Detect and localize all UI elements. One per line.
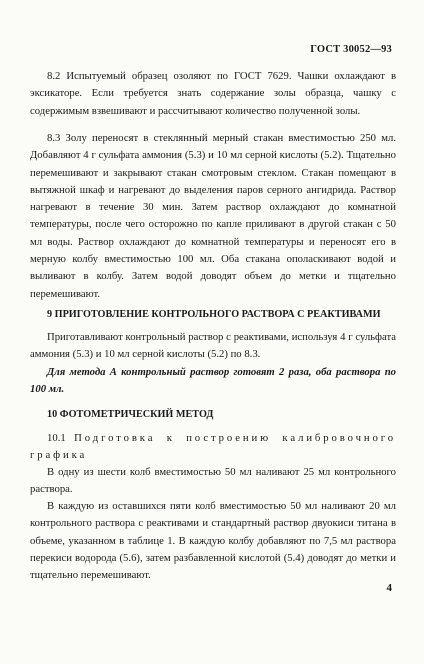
paragraph-8-3: 8.3 Золу переносят в стеклянный мерный стакан вместимостью 250 мл. Добавляют 4 г сульфата аммония (5.3) и 10 мл серной кислоты (5.2). Тщательно перемешивают и закрывают стакан смотровым стеклом. Стакан помещают в вытяжной шкаф и нагревают до выделения паров серного ангидрида. Раствор нагревают в течение 30 мин. Затем раствор охлаждают до комнатной температуры, после чего осторожно по капле приливают в другой стакан с 50 мл воды. Раствор охлаждают до комнатной температуры и переносят его в мерную колбу вместимостью 100 мл. Оба стакана ополаскивают водой и выливают в колбу. Затем водой доводят объем до метки и тщательно перемешивают.: [30, 132, 396, 300]
subsection-title: Подготовка к построению калибровочного графика: [30, 432, 396, 462]
section-9-heading: 9 ПРИГОТОВЛЕНИЕ КОНТРОЛЬНОГО РАСТВОРА С РЕАКТИВАМИ: [47, 309, 381, 320]
paragraph-10-a: В одну из шести колб вместимостью 50 мл наливают 25 мл контрольного раствора.: [30, 466, 396, 496]
paragraph-10-b: В каждую из оставшихся пяти колб вместимостью 50 мл наливают 20 мл контрольного раствора с реактивами и стандартный раствор двуокиси титана в объеме, указанном в таблице 1. В каждую колбу добавляют по 7,5 мл раствора перекиси водорода (5.6), затем разбавленной кислотой (5.4) доводят до метки и тщательно перемешивают.: [30, 500, 396, 582]
paragraph-9-1: Приготавливают контрольный раствор с реактивами, используя 4 г сульфата аммония (5.3) и 10 мл серной кислоты (5.2) по 8.3.: [30, 331, 396, 361]
page-number: 4: [386, 582, 392, 594]
standard-header: ГОСТ 30052—93: [310, 44, 392, 55]
paragraph-8-2: 8.2 Испытуемый образец озоляют по ГОСТ 7629. Чашки охлаждают в эксикаторе. Если требуется знать содержание золы образца, чашку с содержимым взвешивают и рассчитывают количество полученной золы.: [30, 70, 396, 117]
section-10-heading: 10 ФОТОМЕТРИЧЕСКИЙ МЕТОД: [47, 409, 214, 420]
subsection-number: 10.1: [47, 432, 66, 444]
paragraph-9-2-note: Для метода А контрольный раствор готовят 2 раза, оба раствора по 100 мл.: [30, 366, 396, 396]
subsection-10-1-heading: [30, 430, 396, 465]
